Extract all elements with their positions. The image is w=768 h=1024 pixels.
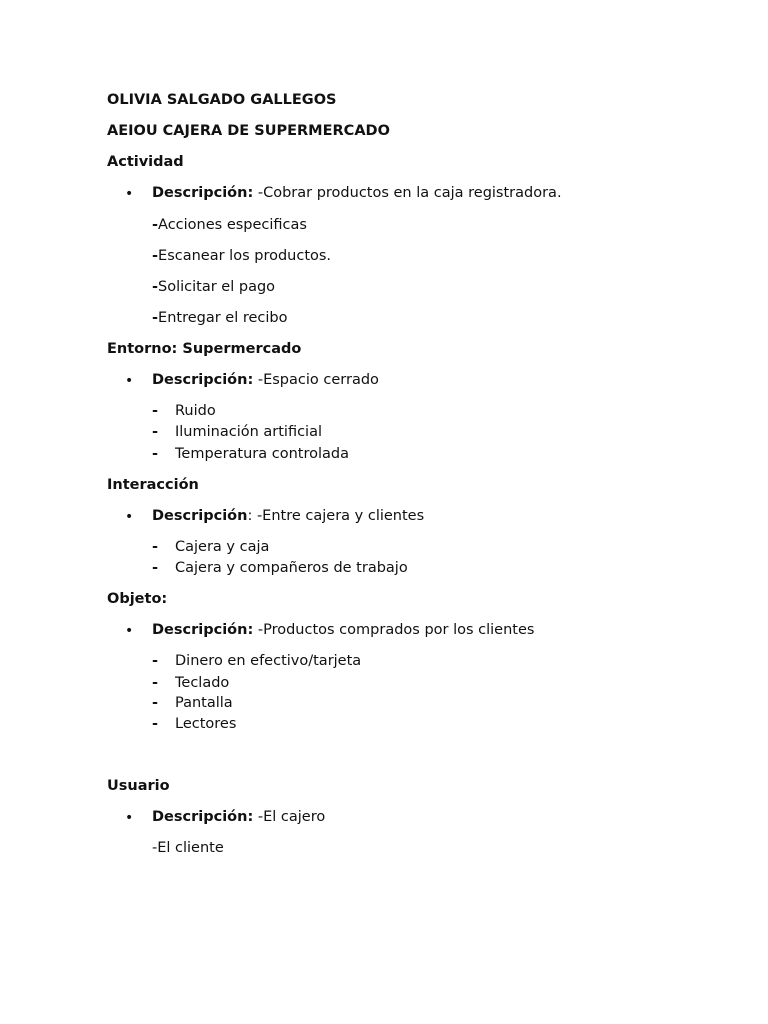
entorno-item: Temperatura controlada [175,446,349,462]
dash-icon: - [152,716,159,732]
section-heading-actividad: Actividad [107,154,184,170]
usuario-description [152,807,325,827]
objeto-item: Dinero en efectivo/tarjeta [175,653,362,669]
description-text: -Espacio cerrado [253,372,379,388]
actividad-item [152,215,307,235]
dash-icon: - [152,539,159,555]
description-label: Descripción [152,508,248,524]
bullet-icon: • [125,509,134,525]
item-text: Solicitar el pago [158,279,276,295]
description-text: -Cobrar productos en la caja registradora. [253,185,562,201]
author-name: OLIVIA SALGADO GALLEGOS [107,92,337,108]
item-text: Entregar el recibo [158,310,288,326]
entorno-item: Iluminación artificial [175,424,323,440]
description-label: Descripción: [152,622,254,638]
dash-icon: - [152,403,159,419]
document-title: AEIOU CAJERA DE SUPERMERCADO [107,123,390,139]
dash-icon: - [152,675,159,691]
usuario-item: -El cliente [152,840,224,856]
dash-icon: - [152,446,159,462]
item-text: Escanear los productos. [158,248,332,264]
section-heading-interaccion: Interacción [107,477,199,493]
entorno-item: Ruido [175,403,216,419]
dash-icon: - [152,248,159,264]
description-label: Descripción: [152,809,254,825]
actividad-item [152,246,331,266]
bullet-icon: • [125,373,134,389]
description-text: : -Entre cajera y clientes [247,508,425,524]
dash-icon: - [152,695,159,711]
objeto-item: Teclado [175,675,230,691]
item-text: Acciones especificas [158,217,307,233]
actividad-item [152,308,288,328]
description-text: -El cajero [253,809,326,825]
section-heading-objeto: Objeto: [107,591,168,607]
bullet-icon: • [125,186,134,202]
dash-icon: - [152,279,159,295]
interaccion-item: Cajera y caja [175,539,270,555]
dash-icon: - [152,310,159,326]
description-label: Descripción: [152,185,254,201]
objeto-item: Lectores [175,716,237,732]
objeto-description [152,620,534,640]
dash-icon: - [152,217,159,233]
section-heading-usuario: Usuario [107,778,170,794]
interaccion-description [152,506,424,526]
dash-icon: - [152,560,159,576]
dash-icon: - [152,424,159,440]
objeto-item: Pantalla [175,695,233,711]
section-heading-entorno: Entorno: Supermercado [107,341,302,357]
bullet-icon: • [125,810,134,826]
interaccion-item: Cajera y compañeros de trabajo [175,560,408,576]
entorno-description [152,370,379,390]
description-label: Descripción: [152,372,254,388]
description-text: -Productos comprados por los clientes [253,622,535,638]
bullet-icon: • [125,623,134,639]
actividad-item [152,277,275,297]
actividad-description [152,183,562,203]
dash-icon: - [152,653,159,669]
